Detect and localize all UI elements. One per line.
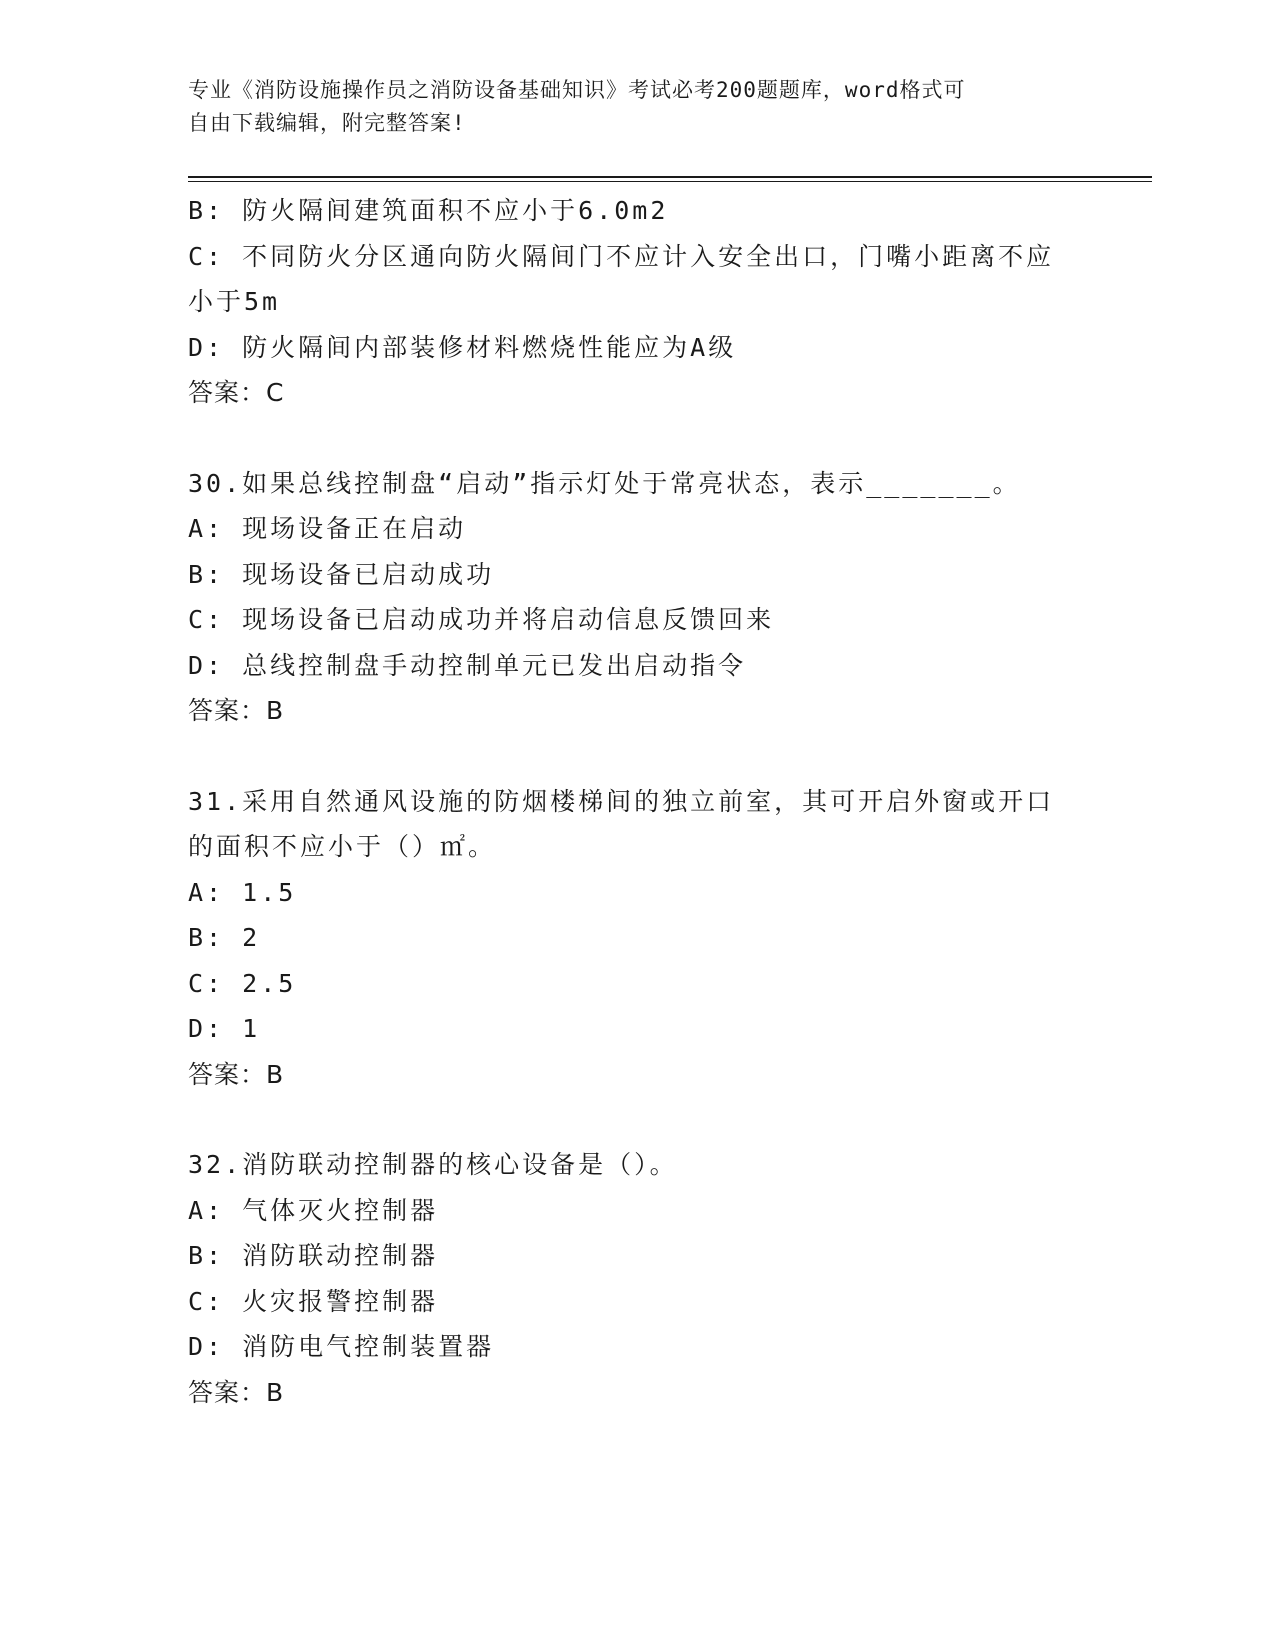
question-block-30 [188,461,1088,734]
question-text: 30.如果总线控制盘“启动”指示灯处于常亮状态，表示_______。 [188,468,1021,498]
spacer [188,416,1088,461]
answer-text: 答案：C [188,378,285,407]
option-b: B: 现场设备已启动成功 [188,559,495,589]
question-text-line-1: 31.采用自然通风设施的防烟楼梯间的独立前室，其可开启外窗或开口 [188,786,1055,816]
option-c: C: 2.5 [188,968,297,998]
option-c: C: 火灾报警控制器 [188,1286,439,1316]
header-line-2: 自由下载编辑，附完整答案! [188,111,466,135]
question-block-prev [188,188,1088,416]
question-text: 32.消防联动控制器的核心设备是（）。 [188,1150,678,1179]
header-divider-thick [188,176,1152,178]
option-c: C: 现场设备已启动成功并将启动信息反馈回来 [188,605,775,634]
option-c-line-1: C: 不同防火分区通向防火隔间门不应计入安全出口，门嘴小距离不应 [188,241,1055,271]
option-d: D: 防火隔间内部装修材料燃烧性能应为A级 [188,332,737,362]
header-divider-thin [188,181,1152,182]
question-block-31 [188,779,1088,1098]
option-b: B: 防火隔间建筑面积不应小于6.0m2 [188,196,669,225]
option-d: D: 总线控制盘手动控制单元已发出启动指令 [188,650,747,680]
spacer [188,1097,1088,1142]
answer-text: 答案：B [188,1377,285,1407]
document-body [188,188,1088,1415]
option-d: D: 消防电气控制装置器 [188,1332,495,1361]
option-c-line-2: 小于5m [188,287,281,316]
option-a: A: 现场设备正在启动 [188,514,467,543]
option-b: B: 消防联动控制器 [188,1241,439,1270]
option-a: A: 气体灭火控制器 [188,1195,439,1225]
answer-text: 答案：B [188,696,285,725]
question-text-line-2: 的面积不应小于（）㎡。 [188,832,497,861]
question-block-32 [188,1142,1088,1415]
header-line-1: 专业《消防设施操作员之消防设备基础知识》考试必考200题题库，word格式可 [188,78,966,102]
spacer [188,734,1088,779]
option-d: D: 1 [188,1014,261,1043]
document-header [188,74,1088,140]
answer-text: 答案：B [188,1059,285,1089]
option-b: B: 2 [188,923,261,952]
option-a: A: 1.5 [188,877,297,907]
